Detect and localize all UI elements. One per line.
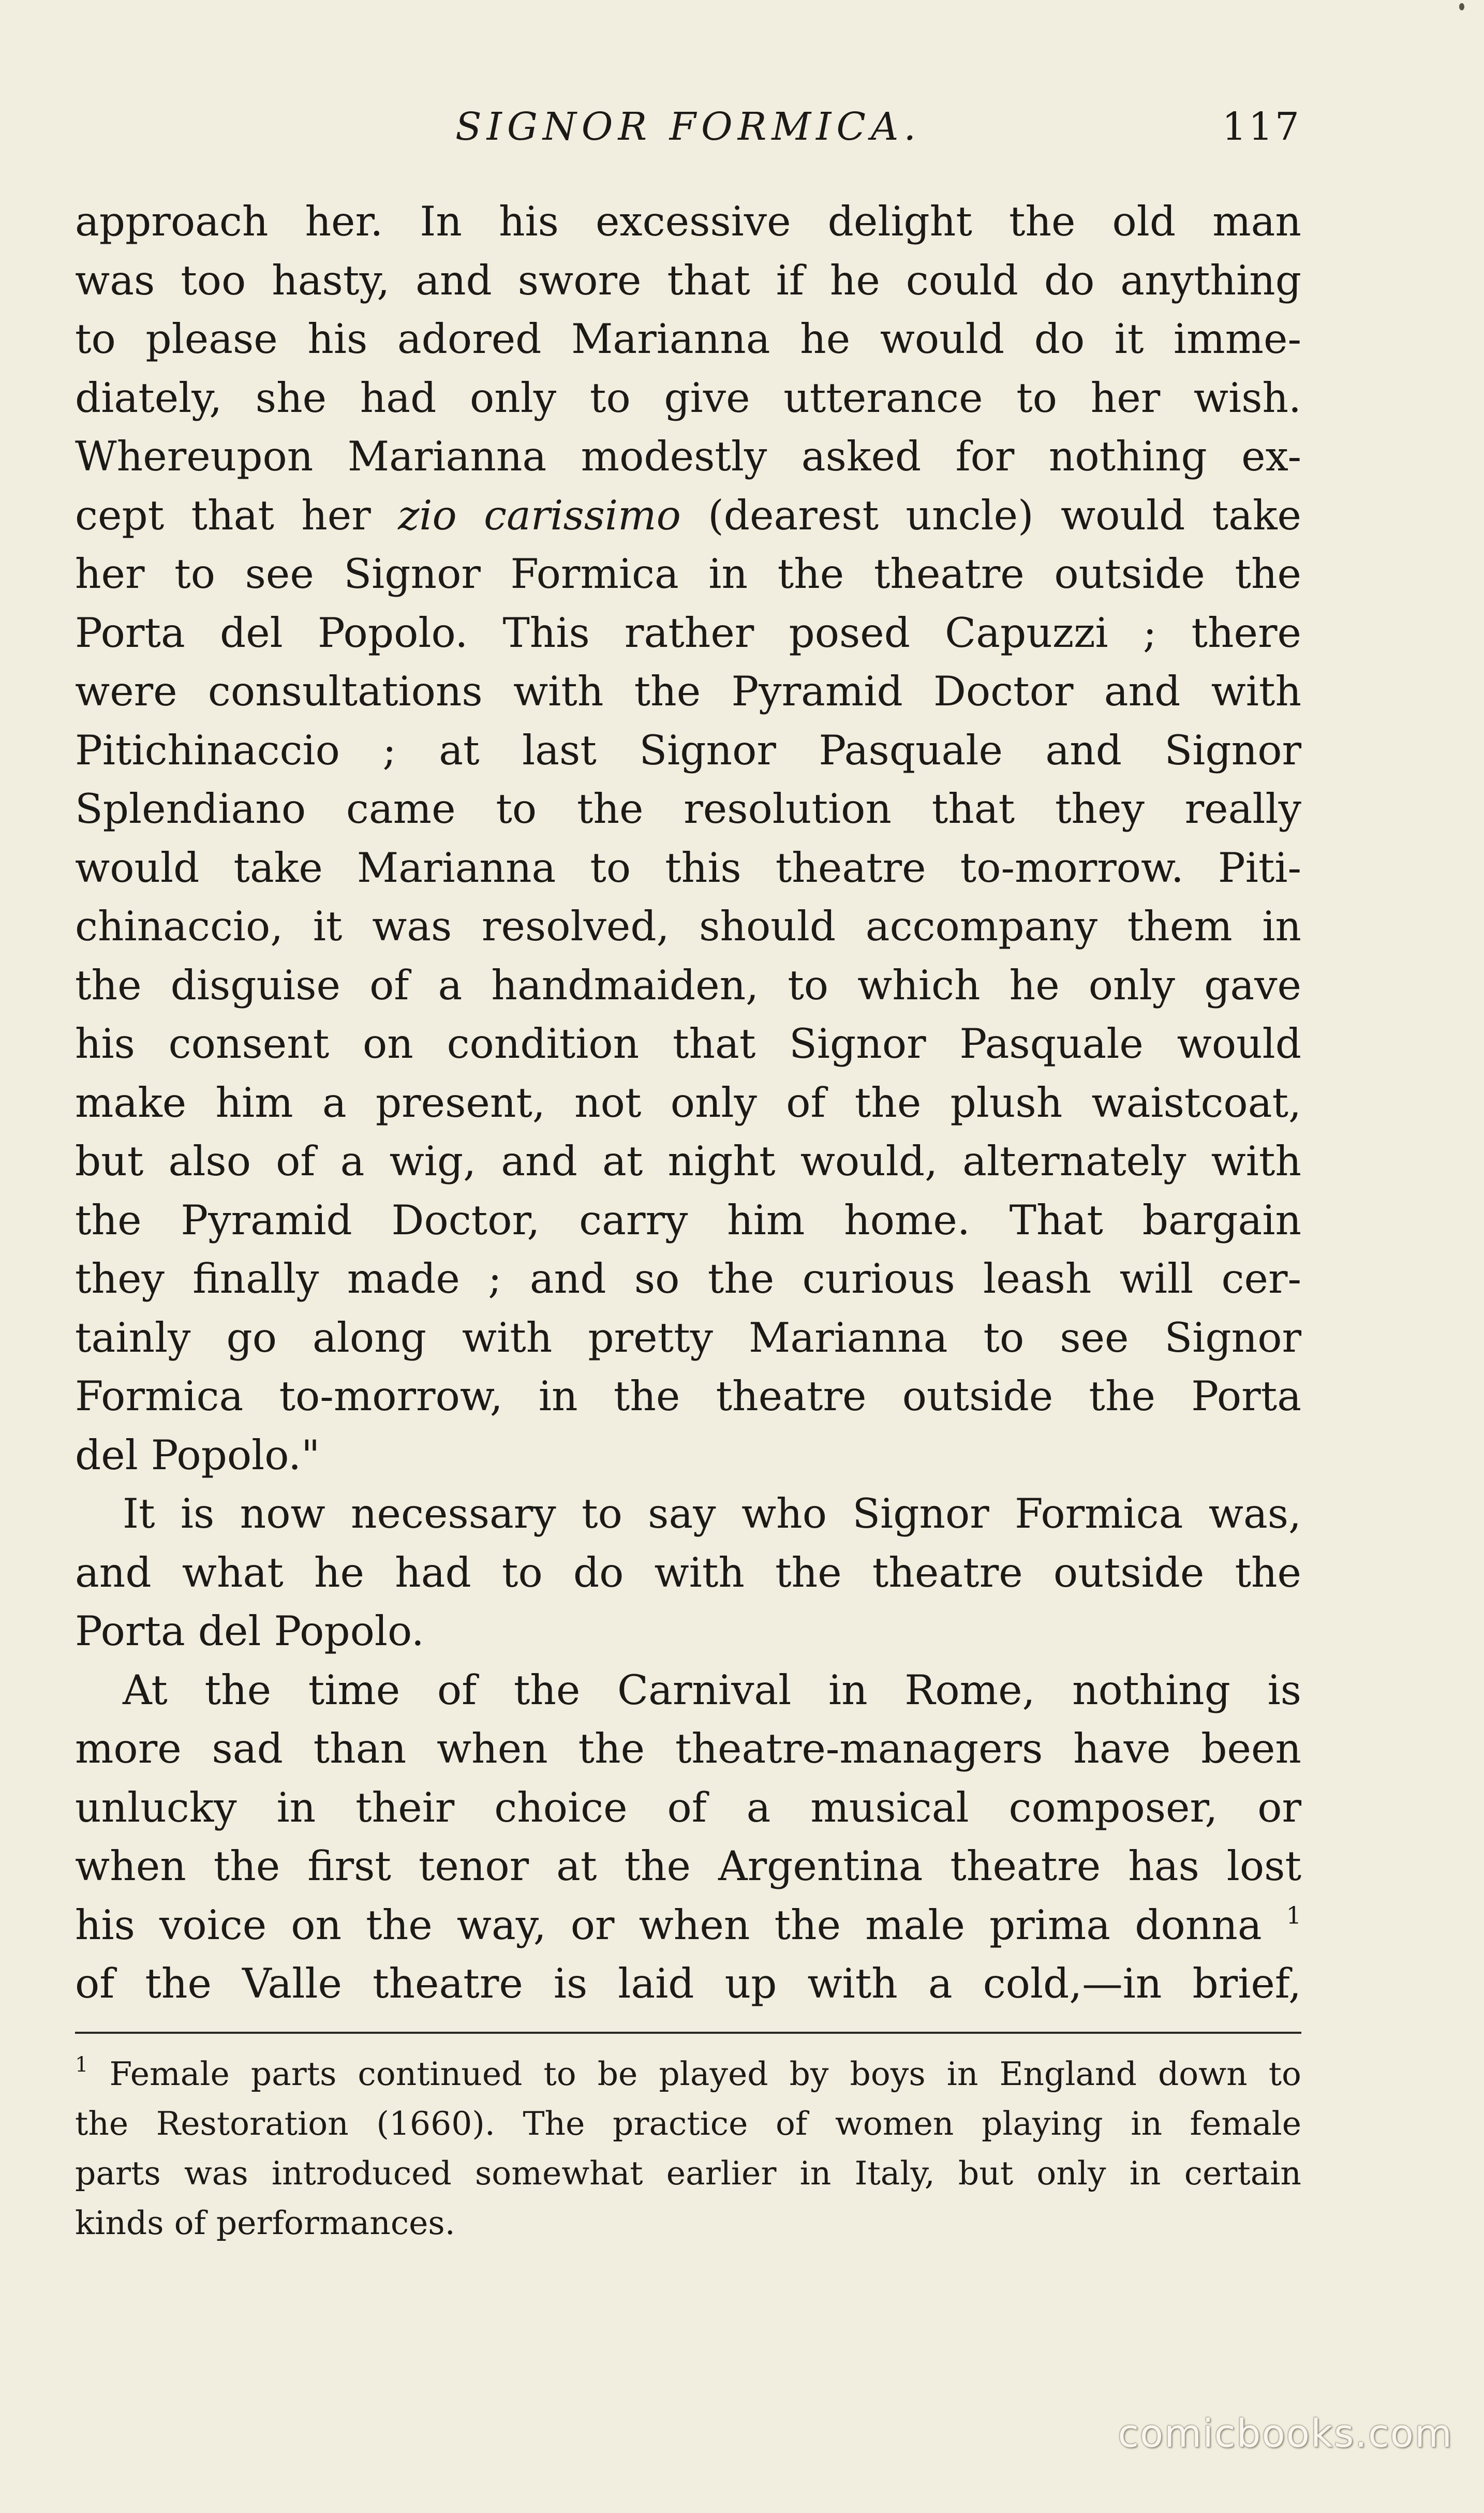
- ink-speck: [1459, 3, 1464, 10]
- text-line: diately, she had only to give utterance to her wish.: [75, 374, 1301, 422]
- text-line: was too hasty, and swore that if he could do anything: [75, 256, 1301, 304]
- text-run: cept that her: [75, 491, 398, 539]
- footnote-line: kinds of performances.: [75, 2204, 455, 2242]
- text-line: they finally made ; and so the curious leash will cer-: [75, 1255, 1301, 1303]
- footnote: [75, 2049, 1301, 2248]
- text-line: and what he had to do with the theatre outside the: [75, 1548, 1301, 1597]
- text-line: her to see Signor Formica in the theatre outside the: [75, 550, 1301, 598]
- footnote-line: [75, 2049, 1301, 2099]
- text-line: his consent on condition that Signor Pasquale would: [75, 1020, 1301, 1068]
- text-line: to please his adored Marianna he would do it imme-: [75, 315, 1301, 363]
- text-line: Whereupon Marianna modestly asked for nothing ex-: [75, 433, 1301, 480]
- footnote-divider: [75, 2032, 1301, 2034]
- text-line: [75, 486, 1301, 545]
- text-line: Splendiano came to the resolution that they really: [75, 785, 1301, 833]
- running-title: SIGNOR FORMICA.: [455, 105, 921, 149]
- text-line: Porta del Popolo.: [75, 1607, 424, 1655]
- text-line: del Popolo.": [75, 1431, 320, 1479]
- text-line: were consultations with the Pyramid Doctor and with: [75, 668, 1301, 715]
- italic-phrase: zio carissimo: [398, 491, 681, 539]
- text-line: At the time of the Carnival in Rome, nothing is: [123, 1666, 1301, 1714]
- footnote-line: the Restoration (1660). The practice of women playing in female: [75, 2105, 1301, 2142]
- text-line: Porta del Popolo. This rather posed Capuzzi ; there: [75, 609, 1301, 657]
- text-line: but also of a wig, and at night would, alternately with: [75, 1137, 1301, 1185]
- text-line: Pitichinaccio ; at last Signor Pasquale and Signor: [75, 726, 1301, 774]
- text-line: [75, 1896, 1301, 1955]
- text-line: tainly go along with pretty Marianna to see Signor: [75, 1313, 1301, 1362]
- text-line: the disguise of a handmaiden, to which he only gave: [75, 961, 1301, 1009]
- text-line: approach her. In his excessive delight the old man: [75, 198, 1301, 245]
- watermark: comicbooks.com: [1118, 2412, 1453, 2456]
- text-line: unlucky in their choice of a musical composer, or: [75, 1783, 1301, 1831]
- text-line: of the Valle theatre is laid up with a cold,—in brief,: [75, 1960, 1301, 2007]
- text-line: would take Marianna to this theatre to-morrow. Piti-: [75, 844, 1301, 892]
- footnote-reference: 1: [1286, 1901, 1301, 1929]
- text-line: It is now necessary to say who Signor Formica was,: [123, 1490, 1301, 1538]
- text-line: when the first tenor at the Argentina theatre has lost: [75, 1842, 1301, 1890]
- page-number: 117: [1222, 105, 1301, 149]
- text-run: (dearest uncle) would take: [680, 491, 1301, 539]
- running-head: [75, 96, 1301, 158]
- text-run: his voice on the way, or when the male prima donna: [75, 1901, 1286, 1949]
- text-line: Formica to-morrow, in the theatre outside the Porta: [75, 1372, 1301, 1420]
- footnote-line: parts was introduced somewhat earlier in Italy, but only in certain: [75, 2154, 1301, 2192]
- text-line: chinaccio, it was resolved, should accompany them in: [75, 903, 1301, 950]
- text-line: more sad than when the theatre-managers have been: [75, 1725, 1301, 1772]
- footnote-marker: 1: [75, 2053, 88, 2077]
- text-run: Female parts continued to be played by boys in England down to: [88, 2055, 1301, 2093]
- text-line: make him a present, not only of the plush waistcoat,: [75, 1078, 1301, 1127]
- body-text: [75, 193, 1301, 2014]
- text-line: the Pyramid Doctor, carry him home. That bargain: [75, 1196, 1301, 1244]
